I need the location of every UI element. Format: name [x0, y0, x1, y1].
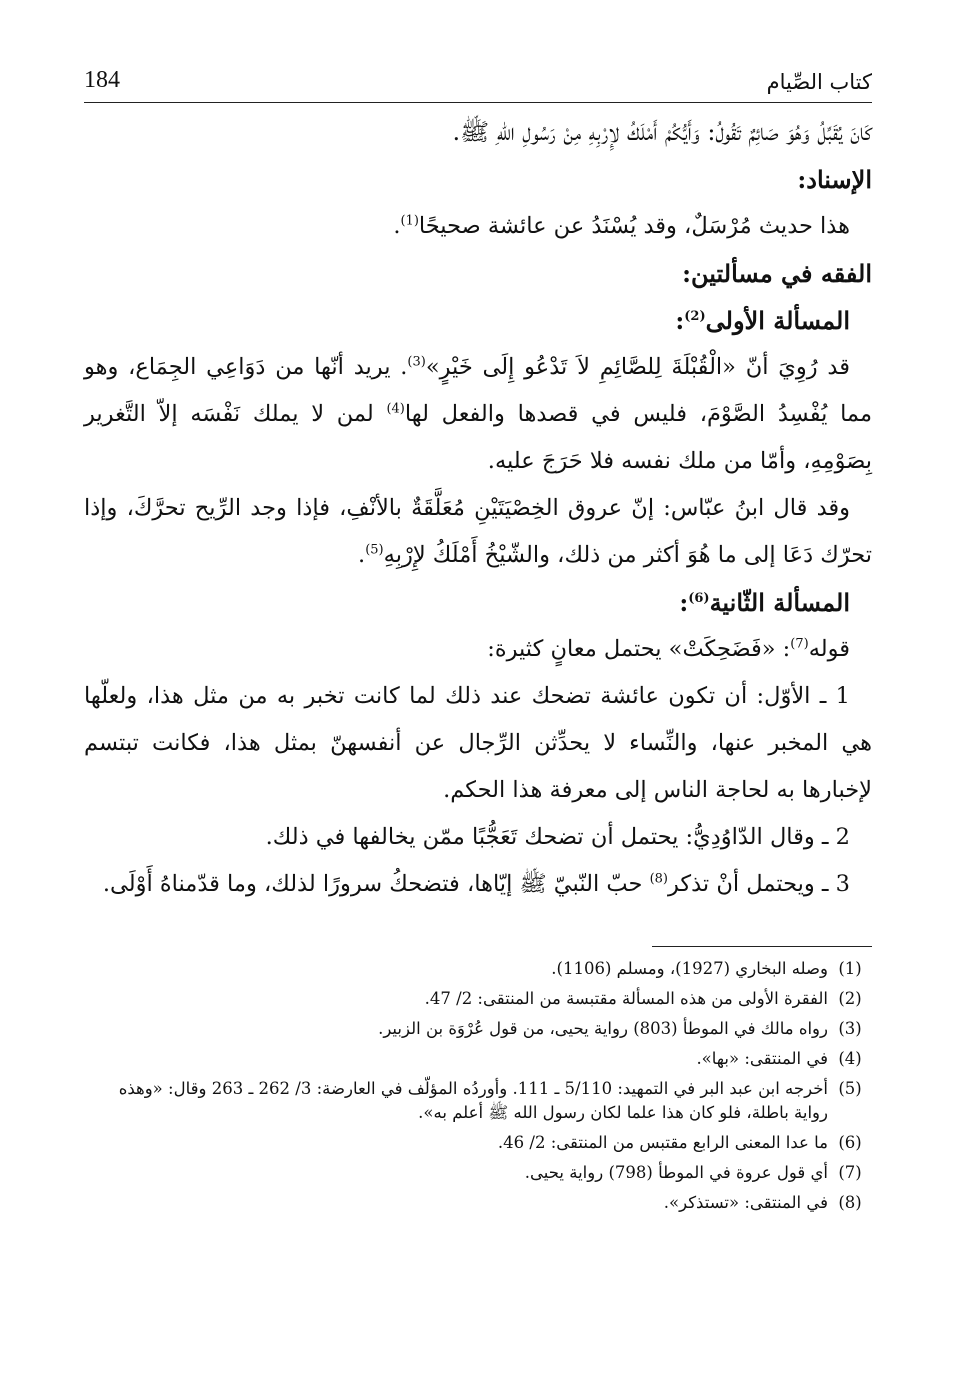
meaning-item-1: 1 ـ الأوّل: أن تكون عائشة تضحك عند ذلك لما كانت تخبر به من مثل هذا، ولعلّها هي المخبر عنها، والنِّساء لا يحدِّثن الرِّجال عن أنفسهنّ بمثل هذا، فكانت تبتسم لإخبارها به لحاجة الناس إلى معرفة هذا الحكم.: [84, 683, 872, 803]
page-number: 184: [84, 67, 120, 93]
page-header: [84, 62, 872, 103]
footnote-text: وصله البخاري (1927)، ومسلم (1106).: [551, 959, 828, 978]
footnote-text: أي قول عروة في الموطأ (798) رواية يحيى.: [524, 1163, 828, 1182]
paragraph-laughter-b: : «فَضَحِكَتْ» يحتمل معانٍ كثيرة:: [487, 636, 791, 662]
paragraph-ibn-abbas: [84, 485, 872, 579]
meaning-item-2: 2 ـ وقال الدّاوُدِيُّ: يحتمل أن تضحك تَعَجُّبًا ممّن يخالفها في ذلك.: [265, 824, 850, 850]
footnote-ref-8[interactable]: (8): [649, 871, 668, 887]
footnote-item: [84, 1161, 872, 1185]
question-two-title: المسألة الثّانية: [709, 588, 850, 617]
footnote-ref-2[interactable]: (2): [684, 309, 706, 324]
footnote-text: الفقرة الأولى من هذه المسألة مقتبسة من المنتقى: 2/ 47.: [424, 989, 828, 1008]
isnad-end: .: [393, 213, 401, 239]
fiqh-heading: الفقه في مسألتين:: [682, 259, 872, 288]
footnote-item: [84, 957, 872, 981]
footnote-item: [84, 1047, 872, 1071]
footnote-ref-5[interactable]: (5): [365, 542, 384, 558]
footnote-number: (8): [838, 1193, 862, 1212]
footnote-number: (2): [838, 989, 862, 1008]
footnote-number: (4): [838, 1049, 862, 1068]
paragraph-kiss: [84, 344, 872, 485]
footnote-divider: [652, 946, 872, 947]
footnote-number: (7): [838, 1163, 862, 1182]
question-two-colon: :: [679, 588, 689, 617]
hadith-line: كَانَ يُقَبِّلُ وَهُوَ صَائِمٌ تَقُولُ: وَأَيُّكُمْ أَمْلَكُ لإِرْبِهِ مِنْ رَسُولِ اللهِ ﷺ.: [452, 118, 872, 146]
footnote-text: رواه مالك في الموطأ (803) رواية يحيى، من قول عُرْوَة بن الزبير.: [378, 1019, 828, 1038]
main-text: [84, 103, 872, 908]
question-two-heading: [84, 579, 872, 626]
paragraph-laughter: [84, 626, 872, 673]
meaning-item-3-b: حبّ النّبيّ ﷺ إيّاها، فتضحكُ سرورًا لذلك، وما قدّمناهُ أَوْلَى.: [102, 871, 650, 897]
question-one-colon: :: [675, 306, 685, 335]
meaning-item-3: [84, 861, 872, 908]
footnote-text: في المنتقى: «تستذكر».: [663, 1193, 828, 1212]
footnote-ref-7[interactable]: (7): [790, 636, 809, 652]
footnote-item: [84, 1191, 872, 1215]
isnad-paragraph: [84, 203, 872, 250]
footnote-item: [84, 1131, 872, 1155]
footnotes: [84, 957, 872, 1215]
meaning-item-3-a: 3 ـ ويحتمل أنْ تذكر: [668, 871, 850, 897]
paragraph-kiss-a: قد رُوِيَ أنّ «الْقُبْلَةَ لِلصَّائِمِ لاَ تَدْعُو إِلَى خَيْرٍ»: [425, 354, 850, 380]
footnote-text: أخرجه ابن عبد البر في التمهيد: 5/110 ـ 111. وأوردُه المؤلّف في العارضة: 3/ 262 ـ 263 وقال: «وهذه رواية باطلة، فلو كان هذا علما لكان رسول الله ﷺ أعلم به».: [118, 1079, 828, 1122]
question-one-heading: [84, 297, 872, 344]
footnote-text: في المنتقى: «بها».: [696, 1049, 828, 1068]
footnote-number: (5): [838, 1079, 862, 1098]
footnote-number: (3): [838, 1019, 862, 1038]
footnote-ref-1[interactable]: (1): [400, 213, 419, 229]
footnote-item: [84, 1077, 872, 1125]
paragraph-laughter-a: قوله: [808, 636, 850, 662]
footnote-text: ما عدا المعنى الرابع مقتبس من المنتقى: 2/ 46.: [497, 1133, 828, 1152]
question-one-title: المسألة الأولى: [705, 306, 850, 335]
footnote-item: [84, 1017, 872, 1041]
paragraph-kiss-c: لمن لا يملك نَفْسَه إلاّ التَّغرير بِصَوْمِهِ، وأمّا من ملك نفسه فلا حَرَجَ عليه.: [84, 401, 872, 474]
footnote-ref-6[interactable]: (6): [688, 591, 710, 606]
footnote-number: (1): [838, 959, 862, 978]
footnote-ref-4[interactable]: (4): [386, 401, 405, 417]
running-title: كتاب الصِّيام: [766, 70, 872, 94]
footnote-item: [84, 987, 872, 1011]
footnote-number: (6): [838, 1133, 862, 1152]
paragraph-kiss-b: . يريد أنّها من دَوَاعِي الجِمَاع، وهو مما يُفْسِدُ الصَّوْمَ، فليس في قصدها والفعل لها: [84, 354, 872, 427]
isnad-heading: الإسناد:: [797, 165, 872, 194]
paragraph-ibn-abbas-end: .: [358, 542, 366, 568]
isnad-text: هذا حديث مُرْسَلٌ، وقد يُسْنَدُ عن عائشة صحيحًا: [418, 213, 850, 239]
paragraph-ibn-abbas-a: وقد قال ابنُ عبّاس: إنّ عروق الخِصْيَتَيْنِ مُعَلَّقَةٌ بالأنْفِ، فإذا وجد الرِّيح تحرَّكَ، وإذا تحرّك دَعَا إلى ما هُوَ أكثر من ذلك، والشّيْخُ أَمْلَكُ لإِرْبِهِ: [84, 495, 872, 568]
footnote-ref-3[interactable]: (3): [407, 354, 426, 370]
